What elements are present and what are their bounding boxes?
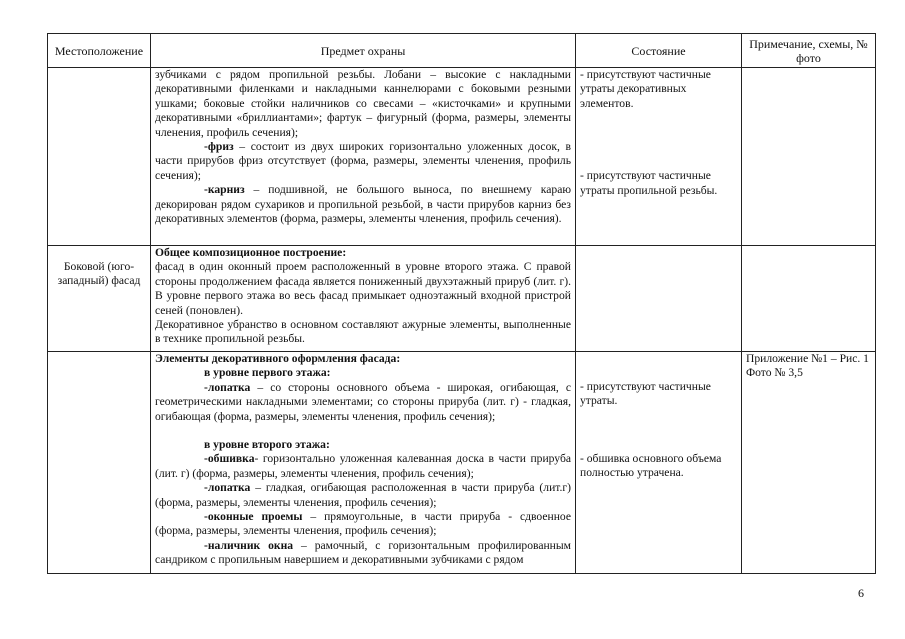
state-text: - присутствуют частичные утраты пропильной резьбы. xyxy=(580,169,718,197)
note-cell xyxy=(742,68,876,246)
subject-cell xyxy=(151,352,576,574)
level-heading: в уровне второго этажа: xyxy=(204,438,330,452)
note-cell xyxy=(742,352,876,574)
obshivka-term: -обшивка xyxy=(204,452,255,466)
lopatka-text: – со стороны основного объема - широкая, огибающая, с геометрическими накладными элементами; со стороны прируба (лит. г) - гладкая, огибающая (форма, размеры, элементы членения, профиль сечения); xyxy=(155,380,571,423)
header-note: Примечание, схемы, № фото xyxy=(742,34,876,68)
lopatka-term: -лопатка xyxy=(204,481,251,495)
nalichnik-term: -наличник окна xyxy=(204,538,294,552)
proemy-item xyxy=(155,510,571,539)
table-row xyxy=(48,246,876,352)
level-heading: в уровне первого этажа: xyxy=(204,366,331,380)
appendix-reference: Приложение №1 – Рис. 1 xyxy=(746,352,869,365)
protection-table xyxy=(47,33,876,574)
friz-item xyxy=(155,140,571,183)
section-heading: Общее композиционное построение: xyxy=(155,246,347,259)
lopatka-item xyxy=(155,481,571,510)
state-text: - присутствуют частичные утраты декоративных элементов. xyxy=(580,68,711,110)
note-cell xyxy=(742,246,876,352)
state-cell xyxy=(576,246,742,352)
friz-text: – состоит из двух широких горизонтально уложенных досок, в части прирубов фриз отсутствует (форма, размеры, элементы членения, профиль сечения); xyxy=(155,140,571,182)
page-number: 6 xyxy=(858,586,864,600)
friz-term: -фриз xyxy=(204,140,234,154)
karniz-term: -карниз xyxy=(204,183,245,197)
state-cell xyxy=(576,68,742,246)
obshivka-text: - горизонтально уложенная калеванная доска в части прируба (лит. г) (форма, размеры, элементы членения, профиль сечения); xyxy=(155,452,571,480)
location-cell: Боковой (юго-западный) фасад xyxy=(48,246,151,352)
subject-cell xyxy=(151,246,576,352)
lopatka-item xyxy=(155,381,571,424)
lopatka-text: – гладкая, огибающая расположенная в части прируба (лит.г) (форма, размеры, элементы членения, профиль сечения); xyxy=(155,481,571,509)
proemy-term: -оконные проемы xyxy=(204,510,303,524)
header-subject: Предмет охраны xyxy=(151,34,576,68)
state-cell xyxy=(576,352,742,574)
composition-text: фасад в один оконный проем расположенный в уровне второго этажа. С правой стороны продолжением фасада является пониженный двухэтажный прируб (лит. г). В уровне первого этажа во весь фасад примыкает одноэтажный входной пристрой сеней (поновлен). xyxy=(155,260,571,317)
photo-reference: Фото № 3,5 xyxy=(746,366,803,380)
table-row xyxy=(48,68,876,246)
obshivka-item xyxy=(155,452,571,481)
nalichnik-item xyxy=(155,539,571,568)
karniz-text: – подшивной, не большого выноса, по внешнему караю декорирован рядом сухариков и пропильной резьбой, в части прирубов карниз без декоративных элементов (форма, размеры, элементы членения, профиль сечения). xyxy=(155,183,571,226)
header-state: Состояние xyxy=(576,34,742,68)
nalichnik-text: – рамочный, с горизонтальным профилированным сандриком с пропильным навершием и декоративными зубчиками с рядом xyxy=(155,538,571,567)
state-text: - обшивка основного объема полностью утрачена. xyxy=(580,451,722,480)
location-cell xyxy=(48,68,151,246)
karniz-item xyxy=(155,183,571,226)
decoration-text: Декоративное убранство в основном составляют ажурные элементы, выполненные в технике пропильной резьбы. xyxy=(155,318,571,346)
location-cell xyxy=(48,352,151,574)
state-text: - присутствуют частичные утраты. xyxy=(580,380,711,408)
subject-cell xyxy=(151,68,576,246)
lopatka-term: -лопатка xyxy=(204,380,251,394)
continued-text: зубчиками с рядом пропильной резьбы. Лобани – высокие с накладными декоративными филенками и накладными каннелюрами с боковыми резными ушками; боковые стойки наличников со свесами – «кисточками» и крупными декоративными «бриллиантами»; фартук – фигурный (форма, размеры, элементы членения, профиль сечения); xyxy=(155,68,571,139)
header-row xyxy=(48,34,876,68)
section-heading: Элементы декоративного оформления фасада: xyxy=(155,352,401,365)
header-location: Местоположение xyxy=(48,34,151,68)
proemy-text: – прямоугольные, в части прируба - сдвоенное (форма, размеры, элементы членения, профиль сечения); xyxy=(155,510,571,538)
table-row xyxy=(48,352,876,574)
